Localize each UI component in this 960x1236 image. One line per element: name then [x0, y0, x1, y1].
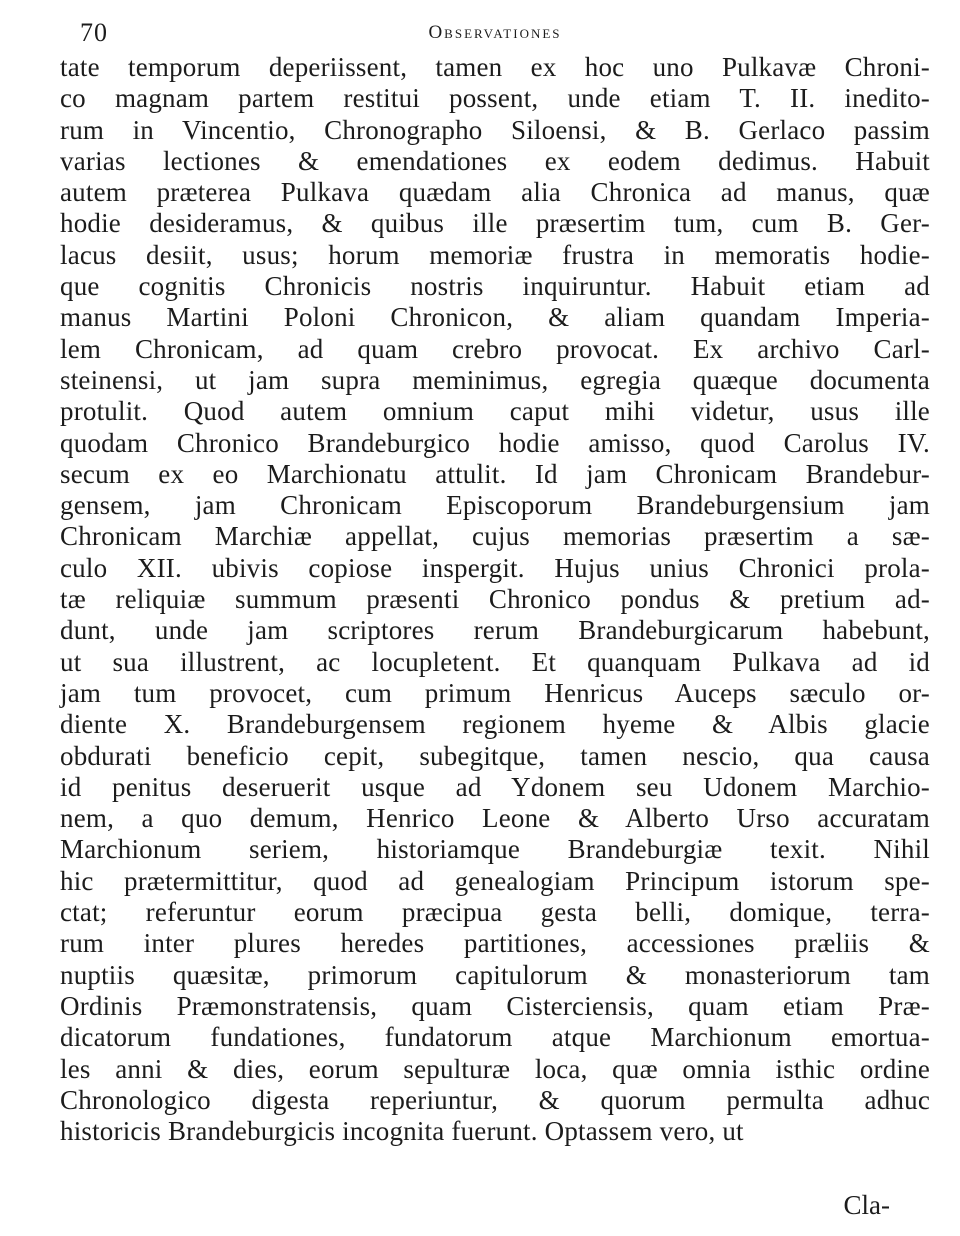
text-line: co magnam partem restitui possent, unde etiam T. II. inedito-: [60, 83, 930, 114]
running-head: Observationes: [428, 22, 562, 43]
text-line: protulit. Quod autem omnium caput mihi videtur, usus ille: [60, 396, 930, 427]
catchword: Cla-: [843, 1190, 890, 1220]
text-line: dunt, unde jam scriptores rerum Brandeburgicarum habebunt,: [60, 615, 930, 646]
text-line: steinensi, ut jam supra meminimus, egregia quæque documenta: [60, 364, 930, 395]
text-line: Ordinis Præmonstratensis, quam Cisterciensis, quam etiam Præ-: [60, 990, 930, 1021]
page-header: [60, 14, 930, 50]
text-line: gensem, jam Chronicam Episcoporum Brandeburgensium jam: [60, 490, 930, 521]
text-line: hodie desideramus, & quibus ille præsertim tum, cum B. Ger-: [60, 208, 930, 239]
text-line: obdurati beneficio cepit, subegitque, tamen nescio, qua causa: [60, 740, 930, 771]
text-line: ctat; referuntur eorum præcipua gesta belli, domique, terra-: [60, 897, 930, 928]
text-line: varias lectiones & emendationes ex eodem dedimus. Habuit: [60, 145, 930, 176]
text-line: hic prætermittitur, quod ad genealogiam Principum istorum spe-: [60, 865, 930, 896]
text-line: rum inter plures heredes partitiones, accessiones præliis &: [60, 928, 930, 959]
text-line: lacus desiit, usus; horum memoriæ frustra in memoratis hodie-: [60, 239, 930, 270]
body-text: [60, 52, 930, 1147]
text-line: Chronicam Marchiæ appellat, cujus memorias præsertim a sæ-: [60, 521, 930, 552]
text-line: nuptiis quæsitæ, primorum capitulorum & monasteriorum tam: [60, 959, 930, 990]
text-line: secum ex eo Marchionatu attulit. Id jam Chronicam Brandebur-: [60, 458, 930, 489]
text-line: lem Chronicam, ad quam crebro provocat. Ex archivo Carl-: [60, 333, 930, 364]
text-line: historicis Brandeburgicis incognita fuerunt. Optassem vero, ut: [60, 1116, 744, 1147]
text-line: rum in Vincentio, Chronographo Siloensi, & B. Gerlaco passim: [60, 114, 930, 145]
text-line: tæ reliquiæ summum præsenti Chronico pondus & pretium ad-: [60, 584, 930, 615]
text-line: id penitus deseruerit usque ad Ydonem seu Udonem Marchio-: [60, 771, 930, 802]
text-line: que cognitis Chronicis nostris inquiruntur. Habuit etiam ad: [60, 271, 930, 302]
text-line: ut sua illustrent, ac locupletent. Et quanquam Pulkava ad id: [60, 646, 930, 677]
text-line: manus Martini Poloni Chronicon, & aliam quandam Imperia-: [60, 302, 930, 333]
text-line: Chronologico digesta reperiuntur, & quorum permulta adhuc: [60, 1084, 930, 1115]
text-line: dicatorum fundationes, fundatorum atque Marchionum emortua-: [60, 1022, 930, 1053]
text-line: diente X. Brandeburgensem regionem hyeme & Albis glacie: [60, 709, 930, 740]
text-line: autem præterea Pulkava quædam alia Chronica ad manus, quæ: [60, 177, 930, 208]
text-line: les anni & dies, eorum sepulturæ loca, quæ omnia isthic ordine: [60, 1053, 930, 1084]
text-line: culo XII. ubivis copiose inspergit. Hujus unius Chronici prola-: [60, 552, 930, 583]
text-line: jam tum provocet, cum primum Henricus Auceps sæculo or-: [60, 677, 930, 708]
text-line: tate temporum deperiissent, tamen ex hoc uno Pulkavæ Chroni-: [60, 52, 930, 82]
page-number: 70: [80, 18, 108, 47]
text-line: nem, a quo demum, Henrico Leone & Alberto Urso accuratam: [60, 803, 930, 834]
text-line: Marchionum seriem, historiamque Brandeburgiæ texit. Nihil: [60, 834, 930, 865]
text-line: quodam Chronico Brandeburgico hodie amisso, quod Carolus IV.: [60, 427, 930, 458]
